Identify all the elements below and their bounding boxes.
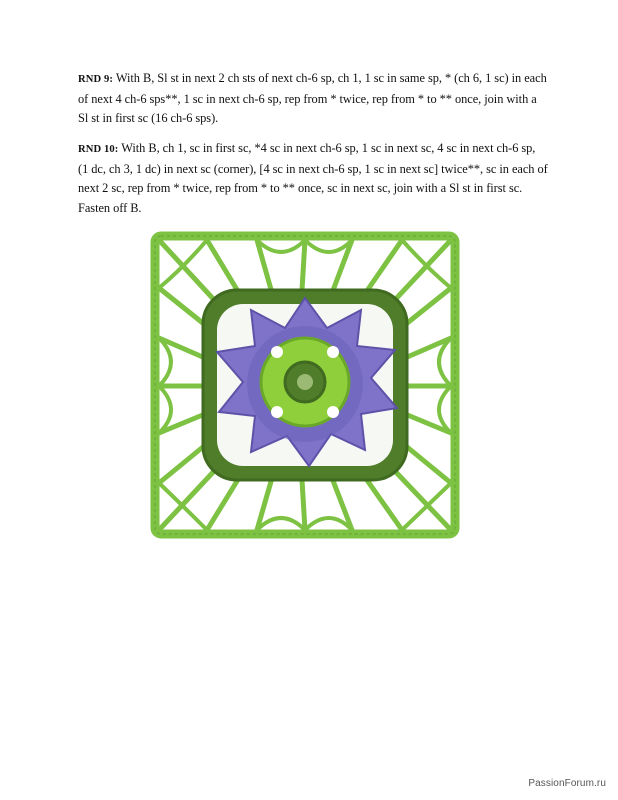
- rnd10-text: With B, ch 1, sc in first sc, *4 sc in next ch-6 sp, 1 sc in next sc, 4 sc in next ch-6 sp, (1 dc, ch 3, 1 dc) in next sc (corner), [4 sc in next ch-6 sp, 1 sc in next sc] twice**, sc in each of next 2 sc, rep from * twice, rep from * to ** once, sc in next sc, join with a Sl st in first sc. Fasten off B.: [78, 141, 548, 215]
- rnd9-text: With B, Sl st in next 2 ch sts of next ch-6 sp, ch 1, 1 sc in same sp, * (ch 6, 1 sc) in each of next 4 ch-6 sps**, 1 sc in next ch-6 sp, rep from * twice, rep from * to ** once, join with a Sl st in first sc (16 ch-6 sps).: [78, 71, 547, 125]
- rnd9-paragraph: [78, 69, 548, 129]
- rnd9-label: RND 9:: [78, 74, 114, 85]
- crochet-square-illustration: [147, 228, 465, 544]
- crochet-square-photo: [147, 228, 465, 544]
- rnd10-label: RND 10:: [78, 144, 119, 155]
- watermark: PassionForum.ru: [528, 778, 606, 789]
- rnd10-paragraph: [78, 139, 548, 218]
